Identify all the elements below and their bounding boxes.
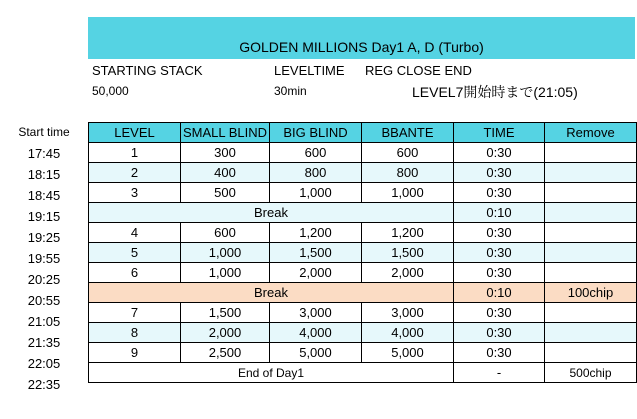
reg-close-label: REG CLOSE END — [365, 63, 472, 78]
bbante-cell: 1,200 — [362, 223, 454, 243]
start-time: 19:25 — [27, 230, 61, 245]
column-header-small-blind: SMALL BLIND — [181, 123, 270, 143]
start-time: 18:45 — [27, 188, 61, 203]
big-blind-cell: 4,000 — [270, 323, 362, 343]
leveltime-label: LEVELTIME — [274, 63, 345, 78]
table-row — [89, 323, 637, 343]
bbante-cell: 5,000 — [362, 343, 454, 363]
level-cell: 3 — [89, 183, 181, 203]
small-blind-cell: 2,500 — [181, 343, 270, 363]
bbante-cell: 1,000 — [362, 183, 454, 203]
big-blind-cell: 800 — [270, 163, 362, 183]
time-cell: 0:30 — [454, 323, 545, 343]
bbante-cell: 1,500 — [362, 243, 454, 263]
table-header-row — [89, 123, 637, 143]
start-time: 22:35 — [27, 377, 61, 392]
big-blind-cell: 1,000 — [270, 183, 362, 203]
end-of-day-cell: End of Day1 — [89, 363, 454, 383]
time-cell: 0:30 — [454, 303, 545, 323]
big-blind-cell: 1,200 — [270, 223, 362, 243]
blind-structure-table — [88, 122, 637, 383]
title-banner — [88, 17, 635, 59]
small-blind-cell: 500 — [181, 183, 270, 203]
remove-cell — [545, 203, 637, 223]
column-header-big-blind: BIG BLIND — [270, 123, 362, 143]
remove-cell — [545, 343, 637, 363]
start-time-header: Start time — [18, 125, 70, 139]
remove-cell — [545, 143, 637, 163]
level-cell: 8 — [89, 323, 181, 343]
start-time: 21:35 — [27, 335, 61, 350]
small-blind-cell: 1,000 — [181, 263, 270, 283]
table-row — [89, 303, 637, 323]
remove-cell — [545, 243, 637, 263]
table-row — [89, 143, 637, 163]
table-row — [89, 183, 637, 203]
time-cell: 0:30 — [454, 163, 545, 183]
time-cell: 0:10 — [454, 283, 545, 303]
big-blind-cell: 5,000 — [270, 343, 362, 363]
level-cell: 6 — [89, 263, 181, 283]
time-cell: 0:30 — [454, 223, 545, 243]
small-blind-cell: 2,000 — [181, 323, 270, 343]
start-time: 21:05 — [27, 314, 61, 329]
time-cell: 0:30 — [454, 343, 545, 363]
start-time: 18:15 — [27, 167, 61, 182]
small-blind-cell: 1,500 — [181, 303, 270, 323]
table-row — [89, 343, 637, 363]
small-blind-cell: 1,000 — [181, 243, 270, 263]
column-header-bbante: BBANTE — [362, 123, 454, 143]
level-cell: 2 — [89, 163, 181, 183]
break-cell: Break — [89, 283, 454, 303]
remove-cell: 100chip — [545, 283, 637, 303]
starting-stack-value: 50,000 — [92, 84, 129, 98]
level-cell: 9 — [89, 343, 181, 363]
remove-cell — [545, 223, 637, 243]
time-cell: 0:30 — [454, 263, 545, 283]
tournament-title: GOLDEN MILLIONS Day1 A, D (Turbo) — [239, 39, 484, 55]
bbante-cell: 800 — [362, 163, 454, 183]
starting-stack-label: STARTING STACK — [92, 63, 203, 78]
level-cell: 5 — [89, 243, 181, 263]
remove-cell — [545, 183, 637, 203]
leveltime-value: 30min — [274, 84, 307, 98]
reg-close-value: LEVEL7開始時まで(21:05) — [412, 84, 578, 100]
table-row — [89, 223, 637, 243]
bbante-cell: 4,000 — [362, 323, 454, 343]
start-time: 20:55 — [27, 293, 61, 308]
big-blind-cell: 2,000 — [270, 263, 362, 283]
time-cell: 0:30 — [454, 243, 545, 263]
column-header-time: TIME — [454, 123, 545, 143]
bbante-cell: 3,000 — [362, 303, 454, 323]
remove-cell — [545, 323, 637, 343]
time-cell: 0:30 — [454, 183, 545, 203]
small-blind-cell: 400 — [181, 163, 270, 183]
start-time: 22:05 — [27, 356, 61, 371]
table-row — [89, 243, 637, 263]
bbante-cell: 600 — [362, 143, 454, 163]
time-cell: - — [454, 363, 545, 383]
level-cell: 7 — [89, 303, 181, 323]
column-header-level: LEVEL — [89, 123, 181, 143]
remove-cell — [545, 303, 637, 323]
break-row — [89, 283, 637, 303]
small-blind-cell: 300 — [181, 143, 270, 163]
start-time: 20:25 — [27, 272, 61, 287]
column-header-remove: Remove — [545, 123, 637, 143]
break-row — [89, 203, 637, 223]
table-row — [89, 163, 637, 183]
big-blind-cell: 3,000 — [270, 303, 362, 323]
remove-cell — [545, 263, 637, 283]
table-row — [89, 263, 637, 283]
start-time: 19:15 — [27, 209, 61, 224]
small-blind-cell: 600 — [181, 223, 270, 243]
remove-cell: 500chip — [545, 363, 637, 383]
level-cell: 1 — [89, 143, 181, 163]
time-cell: 0:10 — [454, 203, 545, 223]
big-blind-cell: 600 — [270, 143, 362, 163]
end-row — [89, 363, 637, 383]
start-time: 19:55 — [27, 251, 61, 266]
break-cell: Break — [89, 203, 454, 223]
big-blind-cell: 1,500 — [270, 243, 362, 263]
bbante-cell: 2,000 — [362, 263, 454, 283]
time-cell: 0:30 — [454, 143, 545, 163]
start-time: 17:45 — [27, 146, 61, 161]
level-cell: 4 — [89, 223, 181, 243]
remove-cell — [545, 163, 637, 183]
